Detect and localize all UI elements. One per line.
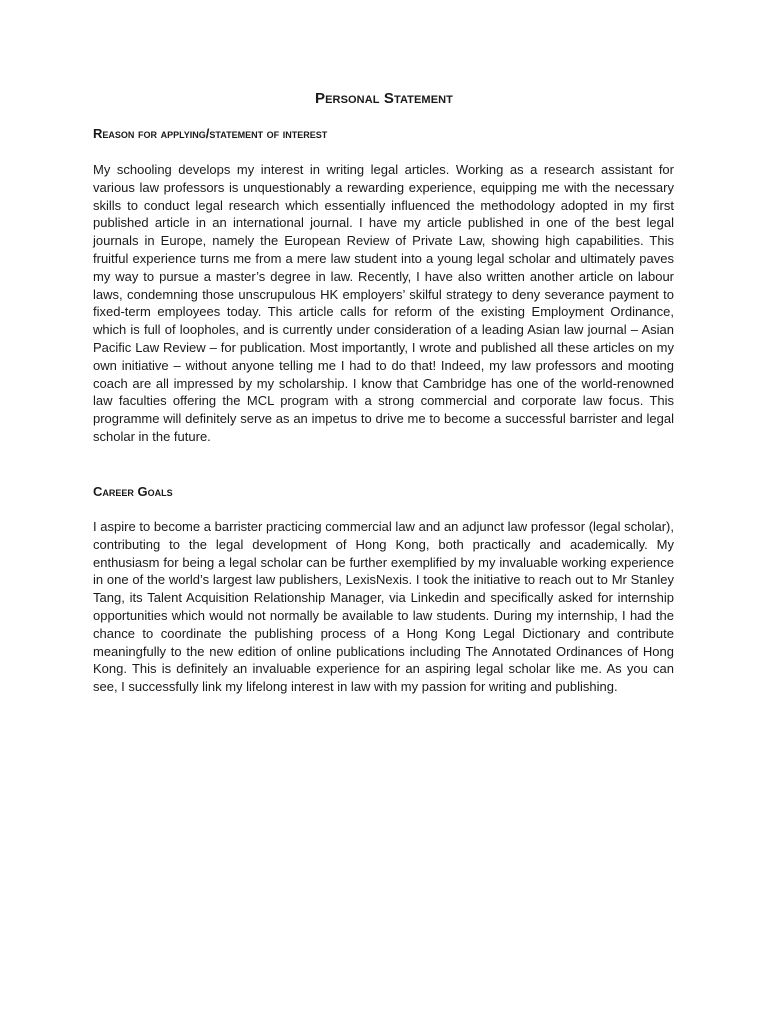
- section-body-career-goals: I aspire to become a barrister practicing commercial law and an adjunct law professor (legal scholar), contributing to the legal development of Hong Kong, both practically and academically. My enthusiasm for being a legal scholar can be further exemplified by my invaluable working experience in one of the world’s largest law publishers, LexisNexis. I took the initiative to reach out to Mr Stanley Tang, its Talent Acquisition Relationship Manager, via Linkedin and specifically asked for internship opportunities which would not normally be available to law students. During my internship, I had the chance to coordinate the publishing process of a Hong Kong Legal Dictionary and contribute meaningfully to the new edition of online publications including The Annotated Ordinances of Hong Kong. This is definitely an invaluable experience for an aspiring legal scholar like me. As you can see, I successfully link my lifelong interest in law with my passion for writing and publishing.: [93, 519, 674, 695]
- section-heading-reason: Reason for applying/statement of interest: [93, 126, 328, 141]
- section-body-reason: My schooling develops my interest in writing legal articles. Working as a research assistant for various law professors is unquestionably a rewarding experience, equipping me with the necessary skills to conduct legal research which essentially influenced the methodology adopted in my first published article in an international journal. I have my article published in one of the best legal journals in Europe, namely the European Review of Private Law, showing high capabilities. This fruitful experience turns me from a mere law student into a young legal scholar and ultimately paves my way to pursue a master’s degree in law. Recently, I have also written another article on labour laws, condemning those unscrupulous HK employers’ skilful strategy to deny severance payment to fixed-term employees today. This article calls for reform of the existing Employment Ordinance, which is full of loopholes, and is currently under consideration of a leading Asian law journal – Asian Pacific Law Review – for publication. Most importantly, I wrote and published all these articles on my own initiative – without anyone telling me I had to do that! Indeed, my law professors and mooting coach are all impressed by my scholarship. I know that Cambridge has one of the world-renowned law faculties offering the MCL program with a strong commercial and corporate law focus. This programme will definitely serve as an impetus to drive me to become a successful barrister and legal scholar in the future.: [93, 162, 674, 444]
- page-title: Personal Statement: [314, 90, 453, 107]
- section-heading-career-goals: Career Goals: [93, 484, 173, 499]
